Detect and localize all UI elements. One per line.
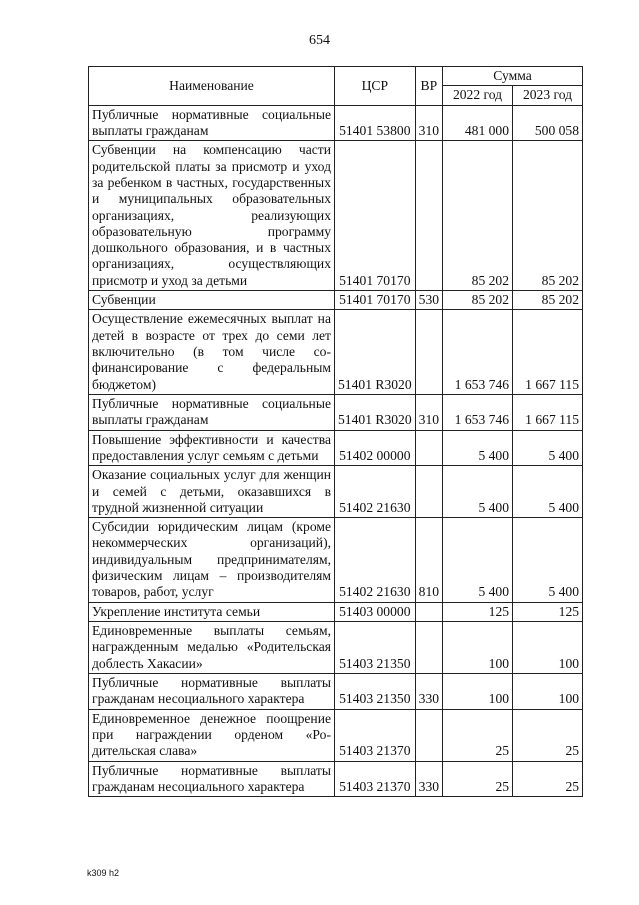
row-2023-value: 85 202 [513, 141, 583, 291]
table-row [89, 709, 583, 761]
row-vr-cell [415, 709, 442, 761]
row-csr-cell: 51401 70170 [335, 291, 416, 310]
table-row [89, 394, 583, 430]
row-2022-value: 481 000 [443, 105, 513, 141]
row-vr-cell: 310 [415, 394, 442, 430]
table-row [89, 761, 583, 797]
row-2023-value: 1 667 115 [513, 394, 583, 430]
row-name-cell: Единовременные выплаты семьям, награжденным медалью «Родительская доблесть Хакасии» [89, 622, 335, 674]
row-name-cell: Осуществление ежемесячных выплат на детей в возрасте от трех до семи лет включительно (в том числе софинансирование с федеральным бюджетом) [89, 310, 335, 395]
row-2022-value: 85 202 [443, 141, 513, 291]
table-row [89, 466, 583, 518]
row-2023-value: 125 [513, 602, 583, 621]
row-2022-value: 85 202 [443, 291, 513, 310]
row-vr-cell [415, 310, 442, 395]
table-row [89, 602, 583, 621]
row-2022-value: 1 653 746 [443, 310, 513, 395]
row-2023-value: 100 [513, 673, 583, 709]
table-row [89, 430, 583, 466]
row-2023-value: 100 [513, 622, 583, 674]
table-row [89, 310, 583, 395]
table-row [89, 105, 583, 141]
table-row [89, 518, 583, 603]
row-2022-value: 1 653 746 [443, 394, 513, 430]
row-csr-cell: 51403 21350 [335, 673, 416, 709]
row-name-cell: Публичные нормативные выплаты гражданам несоциального характера [89, 673, 335, 709]
row-2022-value: 5 400 [443, 466, 513, 518]
row-csr-cell: 51403 00000 [335, 602, 416, 621]
row-2023-value: 500 058 [513, 105, 583, 141]
row-2023-value: 5 400 [513, 466, 583, 518]
row-vr-cell: 310 [415, 105, 442, 141]
table-header-row [89, 67, 583, 86]
header-year-2023: 2023 год [513, 86, 583, 105]
row-vr-cell: 330 [415, 761, 442, 797]
row-csr-cell: 51401 R3020 [335, 394, 416, 430]
row-csr-cell: 51403 21370 [335, 761, 416, 797]
row-name-cell: Субвенции на компенсацию части родительской платы за присмотр и уход за ребенком в частных, государственных и муниципальных образовательных организациях, реализующих образовательную программу дошкольного образования, и в частных организациях, осуществляющих присмотр и уход за детьми [89, 141, 335, 291]
row-csr-cell: 51402 21630 [335, 518, 416, 603]
row-name-cell: Публичные нормативные социальные выплаты гражданам [89, 394, 335, 430]
row-2023-value: 5 400 [513, 518, 583, 603]
row-csr-cell: 51403 21370 [335, 709, 416, 761]
row-2023-value: 1 667 115 [513, 310, 583, 395]
row-csr-cell: 51401 R3020 [335, 310, 416, 395]
row-2022-value: 100 [443, 622, 513, 674]
row-name-cell: Укрепление института семьи [89, 602, 335, 621]
row-2022-value: 100 [443, 673, 513, 709]
row-2022-value: 5 400 [443, 518, 513, 603]
row-vr-cell [415, 466, 442, 518]
row-name-cell: Публичные нормативные выплаты гражданам несоциального характера [89, 761, 335, 797]
row-2023-value: 85 202 [513, 291, 583, 310]
header-vr: ВР [415, 67, 442, 106]
row-vr-cell: 810 [415, 518, 442, 603]
row-vr-cell [415, 622, 442, 674]
row-2023-value: 5 400 [513, 430, 583, 466]
row-2022-value: 25 [443, 761, 513, 797]
footer-code: k309 h2 [87, 868, 120, 878]
row-name-cell: Публичные нормативные социальные выплаты гражданам [89, 105, 335, 141]
row-name-cell: Оказание социальных услуг для женщин и семей с детьми, оказавшихся в трудной жизненной ситуации [89, 466, 335, 518]
table-row [89, 622, 583, 674]
row-2022-value: 25 [443, 709, 513, 761]
row-name-cell: Субсидии юридическим лицам (кроме некоммерческих организаций), индивидуальным предпринимателям, физическим лицам – производителям товаров, работ, услуг [89, 518, 335, 603]
page-number: 654 [309, 33, 330, 48]
row-vr-cell [415, 141, 442, 291]
row-2022-value: 5 400 [443, 430, 513, 466]
row-name-cell: Субвенции [89, 291, 335, 310]
row-csr-cell: 51401 53800 [335, 105, 416, 141]
table-row [89, 291, 583, 310]
header-csr: ЦСР [335, 67, 416, 106]
table-body [89, 105, 583, 797]
row-vr-cell: 530 [415, 291, 442, 310]
row-vr-cell [415, 602, 442, 621]
row-vr-cell: 330 [415, 673, 442, 709]
row-csr-cell: 51403 21350 [335, 622, 416, 674]
row-2023-value: 25 [513, 761, 583, 797]
row-name-cell: Единовременное денежное поощрение при награждении орденом «Родительская слава» [89, 709, 335, 761]
header-name: Наименование [89, 67, 335, 106]
row-csr-cell: 51401 70170 [335, 141, 416, 291]
row-2022-value: 125 [443, 602, 513, 621]
header-year-2022: 2022 год [443, 86, 513, 105]
row-csr-cell: 51402 21630 [335, 466, 416, 518]
row-name-cell: Повышение эффективности и качества предоставления услуг семьям с детьми [89, 430, 335, 466]
budget-table [88, 66, 583, 797]
table-row [89, 673, 583, 709]
header-sum: Сумма [443, 67, 583, 86]
row-csr-cell: 51402 00000 [335, 430, 416, 466]
table-row [89, 141, 583, 291]
row-2023-value: 25 [513, 709, 583, 761]
row-vr-cell [415, 430, 442, 466]
